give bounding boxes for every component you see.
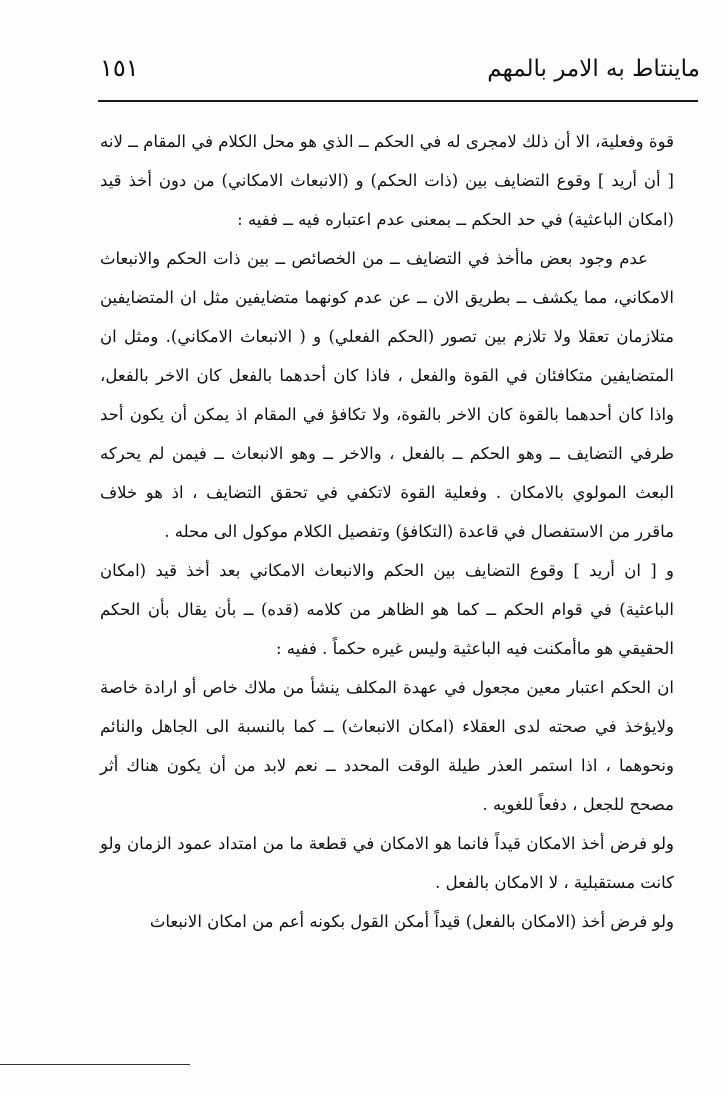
paragraph: ولو فرض أخذ الامكان قيداً فانما هو الامكان في قطعة ما من امتداد عمود الزمان ولو كانت مستقبلية ، لا الامكان بالفعل . xyxy=(100,834,674,892)
page-header xyxy=(100,48,700,100)
paragraph: ولو فرض أخذ (الامكان بالفعل) قيداً أمكن القول بكونه أعم من امكان الانبعاث xyxy=(149,912,674,931)
running-title: ماينتاط به الامر بالمهم xyxy=(487,56,700,82)
paragraph: و [ ان أريد ] وقوع التضايف بين الحكم والانبعاث الامكاني بعد أخذ قيد (امكان الباعثية) في قوام الحكم ــ كما هو الظاهر من كلامه (قده) ــ بأن يقال بأن الحكم الحقيقي هو ماأمكنت فيه الباعثية وليس غيره حكماً . ففيه : xyxy=(100,561,674,658)
header-divider xyxy=(98,100,698,102)
page-number: ١٥١ xyxy=(100,54,139,82)
footer-divider xyxy=(0,1064,190,1065)
paragraph: عدم وجود بعض ماأخذ في التضايف ــ من الخصائص ــ بين ذات الحكم والانبعاث الامكاني، مما يكشف ــ بطريق الان ــ عن عدم كونهما متضايفين مثل ان المتضايفين متلازمان تعقلا ولا تلازم بين تصور (الحكم الفعلي) و ( الانبعاث الامكاني). ومثل ان المتضايفين متكافئان في القوة والفعل ، فاذا كان أحدهما بالفعل كان الاخر بالفعل، واذا كان أحدهما بالقوة كان الاخر بالقوة، ولا تكافؤ في المقام اذ يمكن أن يكون أحد طرفي التضايف ــ وهو الحكم ــ بالفعل ، والاخر ــ وهو الانبعاث ــ فيمن لم يحركه البعث المولوي بالامكان . وفعلية القوة لاتكفي في تحقق التضايف ، اذ هو خلاف ماقرر من الاستفصال في قاعدة (التكافؤ) وتفصيل الكلام موكول الى محله . xyxy=(100,249,674,541)
paragraph: قوة وفعلية، الا أن ذلك لامجرى له في الحكم ــ الذي هو محل الكلام في المقام ــ لانه [ أن أريد ] وقوع التضايف بين (ذات الحكم) و (الانبعاث الامكاني) من دون أخذ قيد (امكان الباعثية) في حد الحكم ــ بمعنى عدم اعتباره فيه ــ ففيه : xyxy=(100,132,674,229)
body-text xyxy=(100,122,674,941)
paragraph: ان الحكم اعتبار معين مجعول في عهدة المكلف ينشأ من ملاك خاص أو ارادة خاصة ولايؤخذ في صحته لدى العقلاء (امكان الانبعاث) ــ كما بالنسبة الى الجاهل والنائم ونحوهما ، اذا استمر العذر طيلة الوقت المحدد ــ نعم لابد من أن يكون هناك أثر مصحح للجعل ، دفعاً للغويه . xyxy=(100,678,674,814)
